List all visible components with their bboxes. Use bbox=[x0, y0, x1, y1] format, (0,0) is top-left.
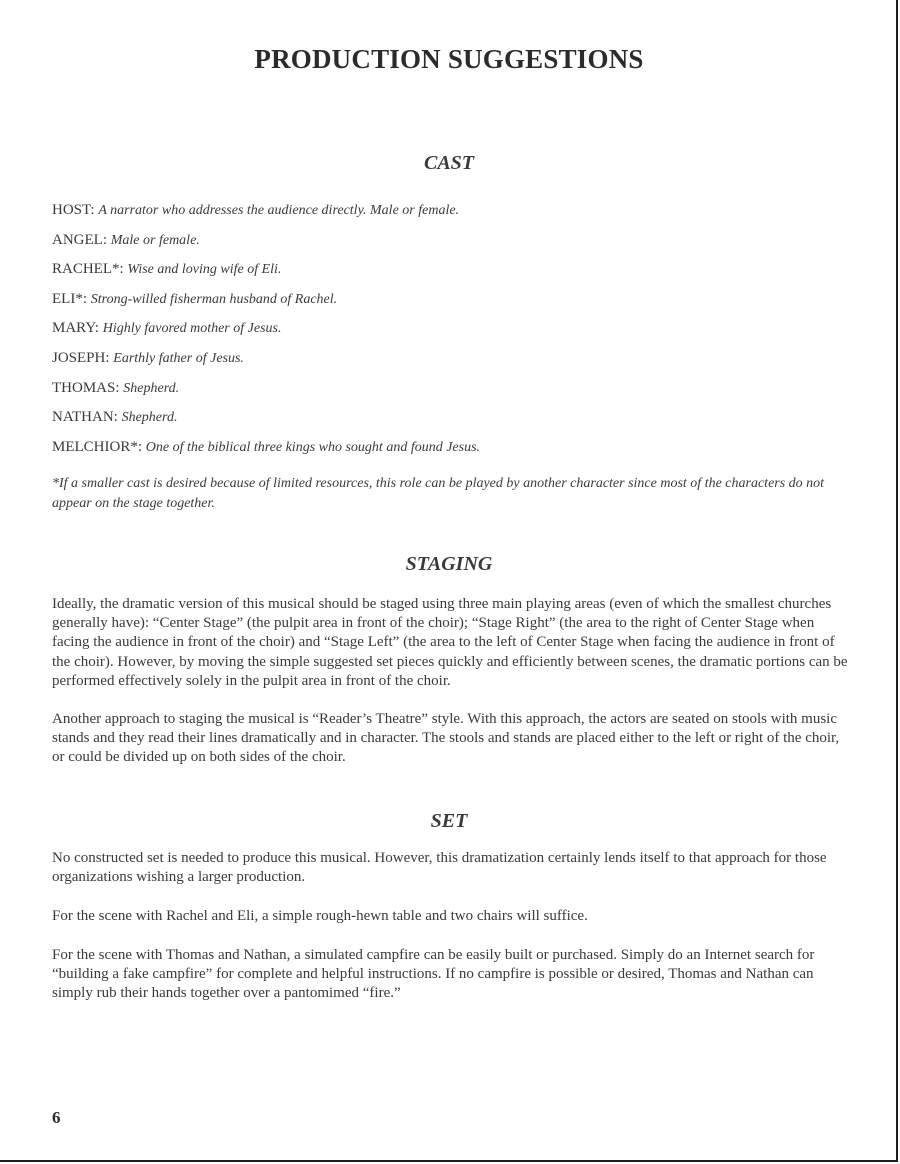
cast-description: Highly favored mother of Jesus. bbox=[102, 321, 282, 337]
staging-paragraph: Ideally, the dramatic version of this musical should be staged using three main playing areas (even of which the smallest churches generally have): “Center Stage” (the pulpit area in front of the choir); “Stage Right” (the area to the right of Center Stage when facing the audience in front of the choir) and “Stage Left” (the area to the left of Center Stage when facing the audience in front of the choir). However, by moving the simple suggested set pieces quickly and efficiently between scenes, the dramatic portions can be performed effectively solely in the pulpit area in front of the choir. bbox=[52, 596, 848, 689]
page-title: PRODUCTION SUGGESTIONS bbox=[254, 44, 644, 74]
set-heading: SET bbox=[430, 810, 468, 832]
set-paragraph: For the scene with Thomas and Nathan, a simulated campfire can be easily built or purchased. Simply do an Internet search for “building a fake campfire” for complete and helpful instructions. If no campfire is possible or desired, Thomas and Nathan can simply rub their hands together over a pantomimed “fire.” bbox=[52, 947, 815, 1002]
page-number: 6 bbox=[52, 1108, 61, 1127]
cast-member bbox=[52, 199, 852, 229]
cast-member bbox=[52, 347, 852, 377]
cast-name: MARY: bbox=[52, 320, 99, 337]
cast-description: One of the biblical three kings who sought and found Jesus. bbox=[145, 439, 481, 455]
cast-member bbox=[52, 288, 852, 318]
cast-name: JOSEPH: bbox=[52, 349, 110, 366]
cast-name: THOMAS: bbox=[52, 379, 120, 396]
cast-name: ANGEL: bbox=[52, 231, 107, 248]
cast-list bbox=[52, 199, 852, 465]
cast-description: Male or female. bbox=[110, 232, 200, 248]
cast-name: MELCHIOR*: bbox=[52, 438, 142, 455]
cast-footnote: *If a smaller cast is desired because of limited resources, this role can be played by another character since most of the characters do not appear on the stage together. bbox=[52, 476, 825, 511]
cast-member bbox=[52, 406, 852, 436]
cast-name: ELI*: bbox=[52, 290, 87, 307]
cast-name: NATHAN: bbox=[52, 409, 118, 426]
cast-member bbox=[52, 436, 852, 466]
staging-paragraph: Another approach to staging the musical is “Reader’s Theatre” style. With this approach, the actors are seated on stools with music stands and they read their lines dramatically and in character. The stools and stands are placed either to the left or right of the choir, or could be divided up on both sides of the choir. bbox=[52, 711, 840, 766]
cast-description: Shepherd. bbox=[123, 380, 180, 396]
cast-member bbox=[52, 317, 852, 347]
cast-description: Wise and loving wife of Eli. bbox=[127, 262, 282, 278]
cast-member bbox=[52, 377, 852, 407]
staging-heading: STAGING bbox=[405, 553, 493, 575]
cast-member bbox=[52, 229, 852, 259]
cast-name: RACHEL*: bbox=[52, 261, 124, 278]
cast-description: Earthly father of Jesus. bbox=[113, 350, 244, 366]
cast-name: HOST: bbox=[52, 202, 95, 218]
cast-description: Shepherd. bbox=[121, 410, 178, 426]
cast-description: Strong-willed fisherman husband of Rachel. bbox=[90, 291, 338, 307]
set-paragraph: For the scene with Rachel and Eli, a simple rough-hewn table and two chairs will suffice. bbox=[52, 908, 588, 924]
cast-description: A narrator who addresses the audience directly. Male or female. bbox=[98, 203, 460, 218]
set-paragraph: No constructed set is needed to produce this musical. However, this dramatization certainly lends itself to that approach for those organizations wishing a larger production. bbox=[52, 850, 827, 886]
cast-heading: CAST bbox=[423, 152, 475, 174]
cast-member bbox=[52, 258, 852, 288]
